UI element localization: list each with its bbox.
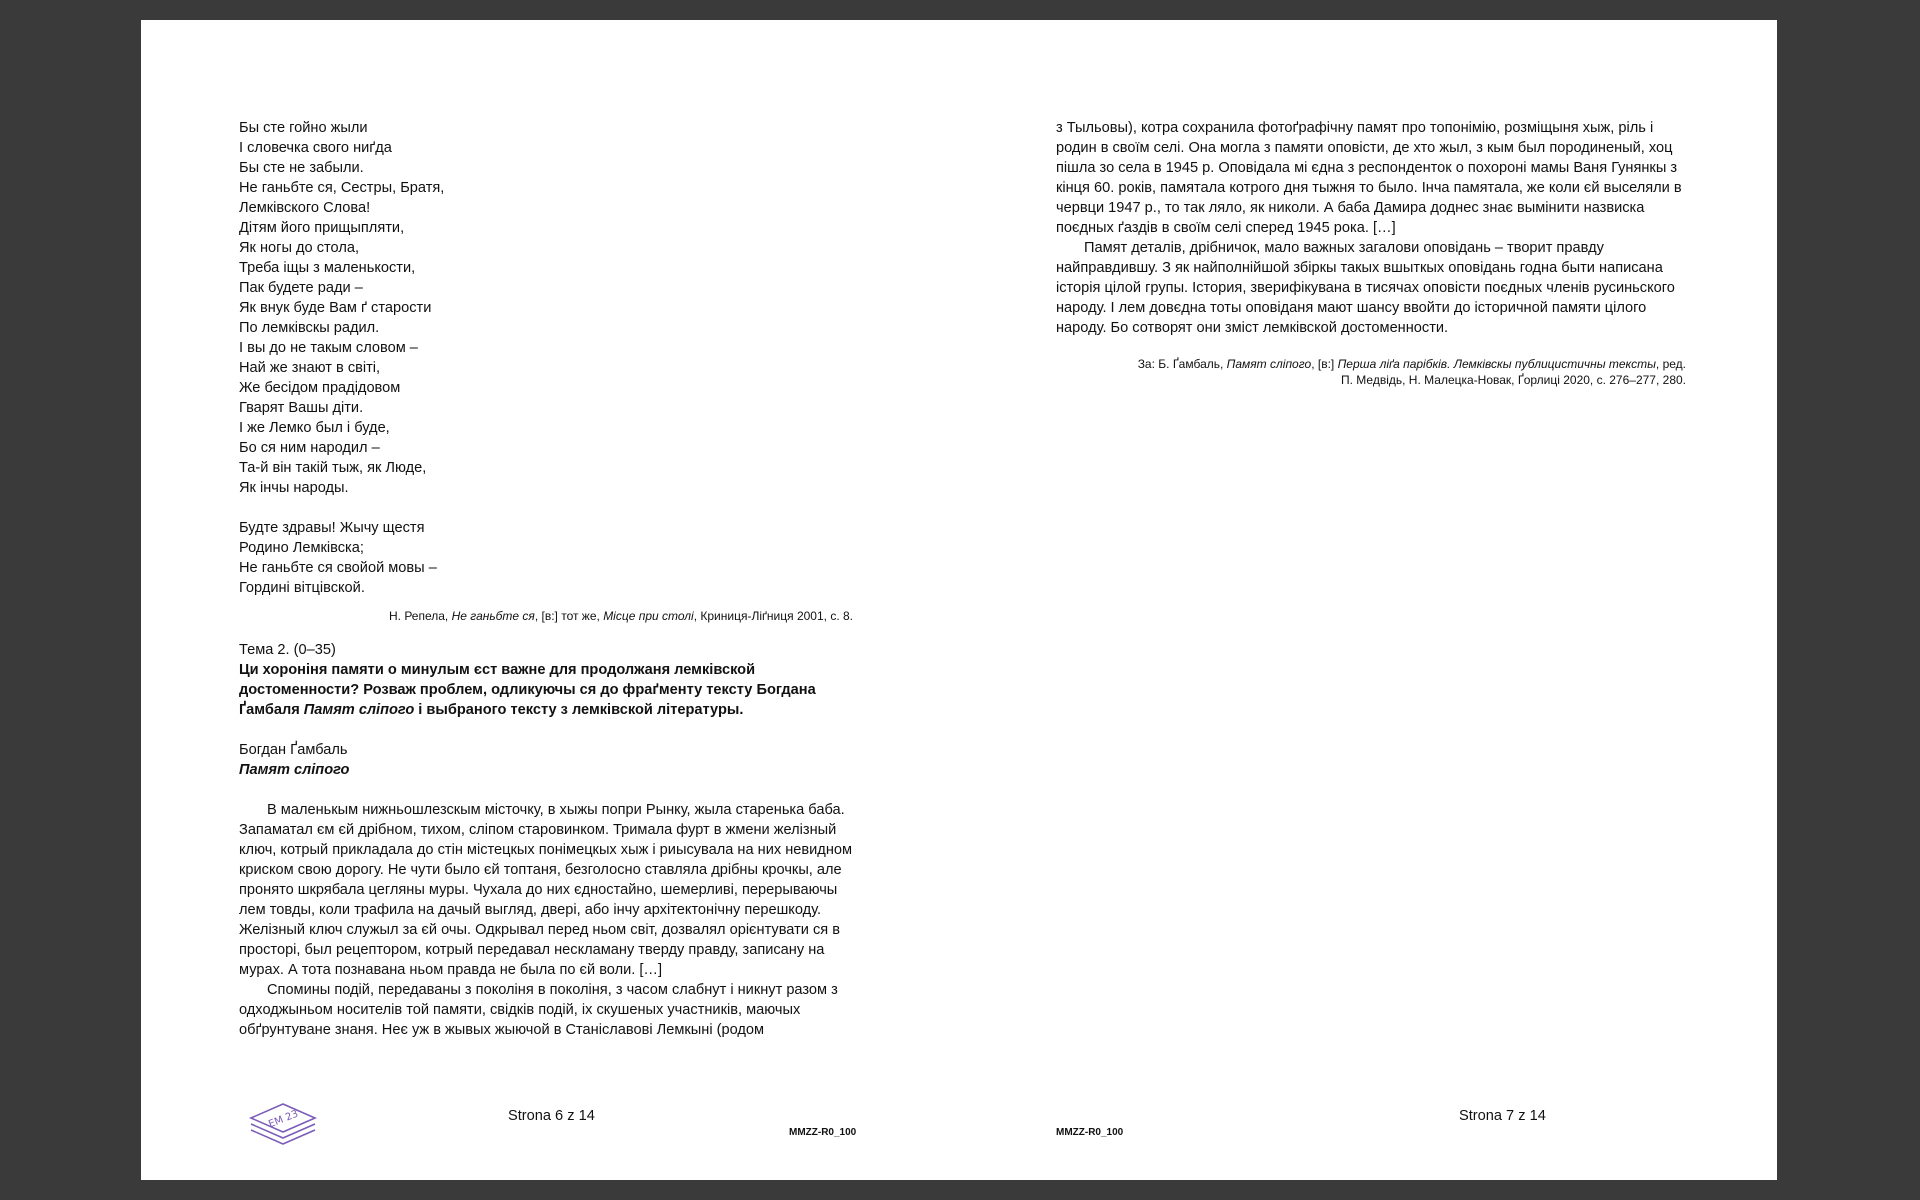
source-book: Перша ліґа парібків. Лемківскы публицистичны тексты (1337, 357, 1656, 371)
poem-line: Же бесідом прадідовом (239, 380, 401, 396)
poem-line: Як інчы народы. (239, 480, 349, 496)
poem-line: Най же знают в світі, (239, 360, 381, 376)
exam-logo-icon (247, 1100, 319, 1150)
poem-source-middle: , [в:] тот же, (534, 609, 600, 623)
page-number-right: Strona 7 z 14 (1459, 1108, 1546, 1124)
poem-line: Треба іщы з маленькости, (239, 260, 416, 276)
poem-line: Бо ся ним народил – (239, 440, 380, 456)
poem-line: І же Лемко был і буде, (239, 420, 390, 436)
left-column (239, 118, 853, 1040)
question-part-2: і выбраного тексту з лемківской літературы. (414, 702, 744, 718)
right-column (1056, 118, 1686, 388)
text-source (1056, 356, 1686, 388)
exam-code-right: MMZZ-R0_100 (1056, 1127, 1124, 1138)
poem-source-author: Н. Репела, (388, 609, 449, 623)
poem-line: Не ганьбте ся, Сестры, Братя, (239, 180, 445, 196)
poem-source-title: Не ганьбте ся (451, 609, 535, 623)
text-author: Богдан Ґамбаль (239, 742, 348, 758)
paragraph-2: Спомины подій, передаваны з поколіня в поколіня, з часом слабнут і никнут разом з одходжыньом носителів той памяти, свідків подій, іх скушеных участників, маючых обґрунтуване знаня. Неє уж в жывых жыючой в Станіславові Лемкыні (родом (239, 982, 838, 1038)
poem-stanza-1 (239, 118, 853, 498)
source-prefix: За: Б. Ґамбаль, (1137, 357, 1227, 371)
theme-label: Тема 2. (0–35) (239, 642, 336, 658)
poem-line: І вы до не такым словом – (239, 340, 418, 356)
source-line-2: П. Медвідь, Н. Малецка-Новак, Ґорлиці 2020, с. 276–277, 280. (1341, 373, 1686, 387)
poem-line: Пак будете ради – (239, 280, 363, 296)
poem-stanza-2 (239, 518, 853, 598)
poem-line: Як ногы до стола, (239, 240, 360, 256)
poem-line: Бы сте не забыли. (239, 160, 364, 176)
source-title: Памят сліпого (1226, 357, 1312, 371)
source-ed: , ред. (1655, 357, 1686, 371)
poem-line: Та-й він такій тыж, як Люде, (239, 460, 427, 476)
right-page (959, 20, 1777, 1180)
left-page (141, 20, 959, 1180)
poem-source-book: Місце при столі (603, 609, 694, 623)
paragraph-continued: з Тыльовы), котра сохранила фотоґрафічну памят про топонімію, розміщыня хыж, ріль і родин в своїм селі. Она могла з памяти оповісти, де хто жыл, з кым был породиненый, хоц пішла зо села в 1945 р. Оповідала мі єдна з респонденток о похороні мамы Ваня Гунянкы з кінця 60. років, памятала котрого дня тыжня то было. Інча памятала, же коли єй выселяли в червци 1947 р., то так ляло, як николи. А баба Дамира доднес знає вымінити назвиска поєдных ґаздів в своїм селі сперед 1945 рока. […] (1056, 120, 1682, 236)
paragraph-1: В маленькым нижньошлезскым місточку, в хыжы попри Рынку, жыла старенька баба. Запаматал єм єй дрібном, тихом, сліпом старовинком. Тримала фурт в жмени желізный ключ, котрый прикладала до стін містецкых понімецкых хыж і риысувала на них невидном криском свою дорогу. Не чути было єй топтаня, безголосно ставляла дрібны крочкы, але пронято шкрябала цегляны муры. Чухала до них єдностайно, шемерливі, перерываючы лем товды, коли трафила на дачый выгляд, двері, або інчу архітектонічну перешкоду. Желізный ключ служыл за єй очы. Одкрывал перед ньом світ, дозвалял орієнтувати ся в просторі, был рецептором, котрый передавал нескламану тверду правду, записану на мурах. А тота познавана ньом правда не была по єй воли. […] (239, 802, 853, 978)
poem-source-tail: , Криниця-Ліґниця 2001, с. 8. (693, 609, 853, 623)
exam-code-left: MMZZ-R0_100 (789, 1127, 857, 1138)
question-title: Памят сліпого (303, 702, 415, 718)
poem-line: По лемківскы радил. (239, 320, 380, 336)
poem-line: І словечка свого ниґда (239, 140, 392, 156)
question-part-1: Ци хороніня памяти о минулым єст важне для продолжаня лемківской достоменности? Розваж проблем, одликуючы ся до фраґменту тексту Богдана Ґамбаля (239, 662, 816, 718)
question-text (239, 660, 853, 720)
poem-line: Дітям його прищыпляти, (239, 220, 405, 236)
poem-line: Гордині вітцівской. (239, 580, 365, 596)
poem-line: Як внук буде Вам ґ старости (239, 300, 432, 316)
text-title: Памят сліпого (239, 762, 350, 778)
poem-line: Лемківского Слова! (239, 200, 371, 216)
logo-text: EM 23 (267, 1108, 300, 1131)
paragraph-3: Памят деталів, дрібничок, мало важных загалови оповідань – творит правду найправдившу. З як найполнійшой збіркы такых вшыткых оповідань годна быти написана історія цілой групы. Істория, зверифікувана в тисячах оповісти поєдных членів русиньского народу. І лем довєдна тоты оповіданя мают шансу ввойти до історичной памяти цілого народу. Бо сотворят они зміст лемківской достоменности. (1056, 240, 1675, 336)
poem-line: Родино Лемківска; (239, 540, 364, 556)
poem-line: Гварят Вашы діти. (239, 400, 364, 416)
poem-line: Будте здравы! Жычу щестя (239, 520, 425, 536)
document-spread (141, 20, 1777, 1180)
source-in: , [в:] (1311, 357, 1338, 371)
poem-line: Не ганьбте ся свойой мовы – (239, 560, 437, 576)
page-number-left: Strona 6 z 14 (508, 1108, 595, 1124)
poem-line: Бы сте гойно жыли (239, 120, 368, 136)
poem-source (239, 608, 853, 624)
